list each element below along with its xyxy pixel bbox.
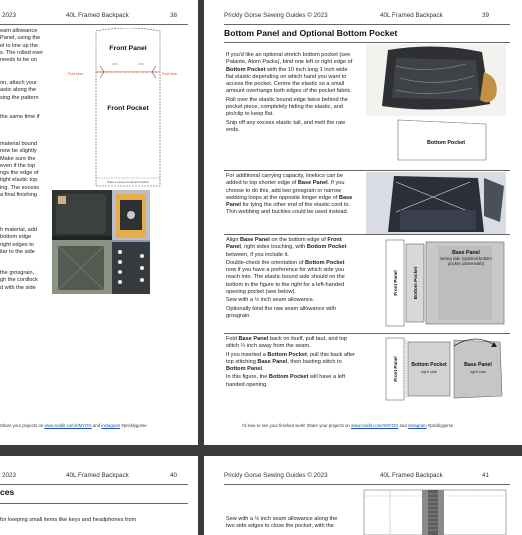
photo-cordlock-detail (112, 190, 150, 294)
bottom-pocket-label: Bottom Pocket (411, 362, 447, 368)
page-41 (204, 456, 522, 535)
heading-rule (0, 503, 188, 504)
zipper-figure (360, 488, 510, 535)
section1-text: If you'd like an optional stretch bottom pocket (see Palante, Atom Packs), bind one left or right edge of Bottom Pocket with the 10 inch long 1 inch wide flat elastic depending on which hand you want to access the pocket. Centre the elastic so a small amount overhangs both edges of the pocket fabric. Roll over the elastic bound edge twice behind the pocket piece, completely hiding the elastic, and pin/clip to keep flat. Snip off any excess elastic tail, and melt the raw ends. (226, 52, 353, 133)
text-fragments-low: h material, add bottom edge right edges to ilar to the side (0, 227, 38, 255)
instagram-link[interactable]: instagram (101, 423, 121, 428)
section-heading-fragment: ces (0, 487, 15, 497)
page-number: 40 (170, 472, 178, 479)
front-pocket-label: Front Pocket (107, 105, 149, 112)
header-rule (224, 484, 510, 485)
page-number: 38 (170, 12, 178, 19)
page-header-title: 40L Framed Backpack (380, 12, 443, 19)
front-panel-pocket-diagram (66, 28, 188, 190)
section4-text: Fold Base Panel back on itself, pull taut, and top stitch ¼ inch away from the seam. If you inserted a Bottom Pocket, pull this back after top stitching Base Panel, then basting stitch to Bottom Panel. In this figure, the Bottom Pocket will have a left handed opening. (226, 336, 356, 388)
section3-text: Align Base Panel on the bottom edge of Front Panel, right sides touching, with Bottom Pocket between, if you include it. Double-check the orientation of Bottom Pocket now if you have a preference for which side you reach into. The elastic bound side should on the bottom in the figure to the right for a left-handed opening pocket (see below). Sew with a ½ inch seam allowance. Optionally bind the raw seam allowance with grosgrain. (226, 237, 347, 319)
text-fragment-same: the same time if (0, 114, 40, 120)
page-header-left: Prickly Gorse Sewing Guides © 2023 (224, 472, 328, 479)
front-panel-label: Front Panel (393, 356, 398, 382)
text-fragments-bind: material bound now be slightly Make sure the even if the top ngs the edge of tight elastic top ing. The excess a final finishing (0, 141, 40, 199)
bottom-pocket-label: Bottom Pocket (413, 266, 418, 300)
divider-2 (224, 234, 510, 235)
section2-text: For additional carrying capacity, linelocs can be added to top shorter edge of Base Panel. If you choose to do this, add two grosgrain or narrow webbing loops at the opposite longer edge of Base Panel for tying the other end of the elastic cord to. Thin webbing and buckles could be used instead. (226, 173, 353, 216)
instagram-link[interactable]: instagram (407, 423, 427, 428)
bottom-pocket-label: Bottom Pocket (426, 140, 466, 146)
base-panel-label: Base Panel (452, 250, 480, 256)
page-40 (0, 456, 198, 535)
fold-here-label-left: Fold here (68, 72, 84, 76)
page-header-title: 40L Framed Backpack (66, 472, 129, 479)
body-text: Sew with a ½ inch seam allowance along the two side edges to close the pocket, with the (226, 516, 338, 530)
photo-backpack-pockets (52, 190, 112, 294)
page-footer: I'd love to see your finished work! Share your projects on www.reddit.com/r/MYOG and instagram #pricklygorse (242, 423, 454, 428)
page-39 (204, 0, 522, 445)
front-panel-label: Front Panel (109, 45, 147, 52)
reddit-link[interactable]: www.reddit.com/r/MYOG (351, 423, 399, 428)
divider-1 (224, 170, 510, 171)
base-panel-note: right side (469, 369, 487, 374)
stitch-note: Place it using non-stretch product (107, 180, 149, 184)
base-panel-alignment-figure (384, 238, 508, 328)
base-panel-label: Base Panel (464, 362, 492, 368)
text-fragment: for keeping small items like keys and headphones from (0, 517, 137, 523)
base-panel-note: wrong side (optional bottom pocket underneath) (440, 256, 492, 266)
text-fragments-mid: on, attach your astic along the sing the pattern (0, 80, 39, 101)
heading-rule (224, 42, 510, 43)
front-panel-label: Front Panel (393, 270, 398, 296)
page-number: 39 (482, 12, 490, 19)
header-rule (0, 484, 188, 485)
page-header-left: Prickly Gorse Sewing Guides © 2023 (224, 12, 328, 19)
photo-pocket-elastic (366, 44, 506, 116)
header-rule (0, 24, 188, 25)
header-rule (224, 24, 510, 25)
divider-3 (224, 333, 510, 334)
top-stitch-figure (384, 336, 508, 402)
section-heading: Bottom Panel and Optional Bottom Pocket (224, 28, 398, 38)
page-footer: Share your projects on www.reddit.com/r/MYOG and instagram #pricklygorse (0, 423, 147, 428)
page-header-year: 2023 (2, 12, 17, 19)
page-header-title: 40L Framed Backpack (380, 472, 443, 479)
fold-here-label-right: Fold here (162, 72, 178, 76)
bottom-pocket-figure (394, 118, 490, 162)
page-header-year: 2023 (2, 472, 17, 479)
page-38 (0, 0, 198, 445)
text-fragments-end: the grosgrain, gh the cordlock d with the side (0, 270, 38, 291)
text-fragments-top: eam allowance Panel, using the el to line up the s. The rolled over needs to be on (0, 28, 44, 64)
page-header-title: 40L Framed Backpack (66, 12, 129, 19)
photo-lineloc-backpack (366, 172, 506, 234)
reddit-link[interactable]: www.reddit.com/r/MYOG (44, 423, 92, 428)
page-number: 41 (482, 472, 490, 479)
bottom-pocket-note: right side (420, 369, 438, 374)
